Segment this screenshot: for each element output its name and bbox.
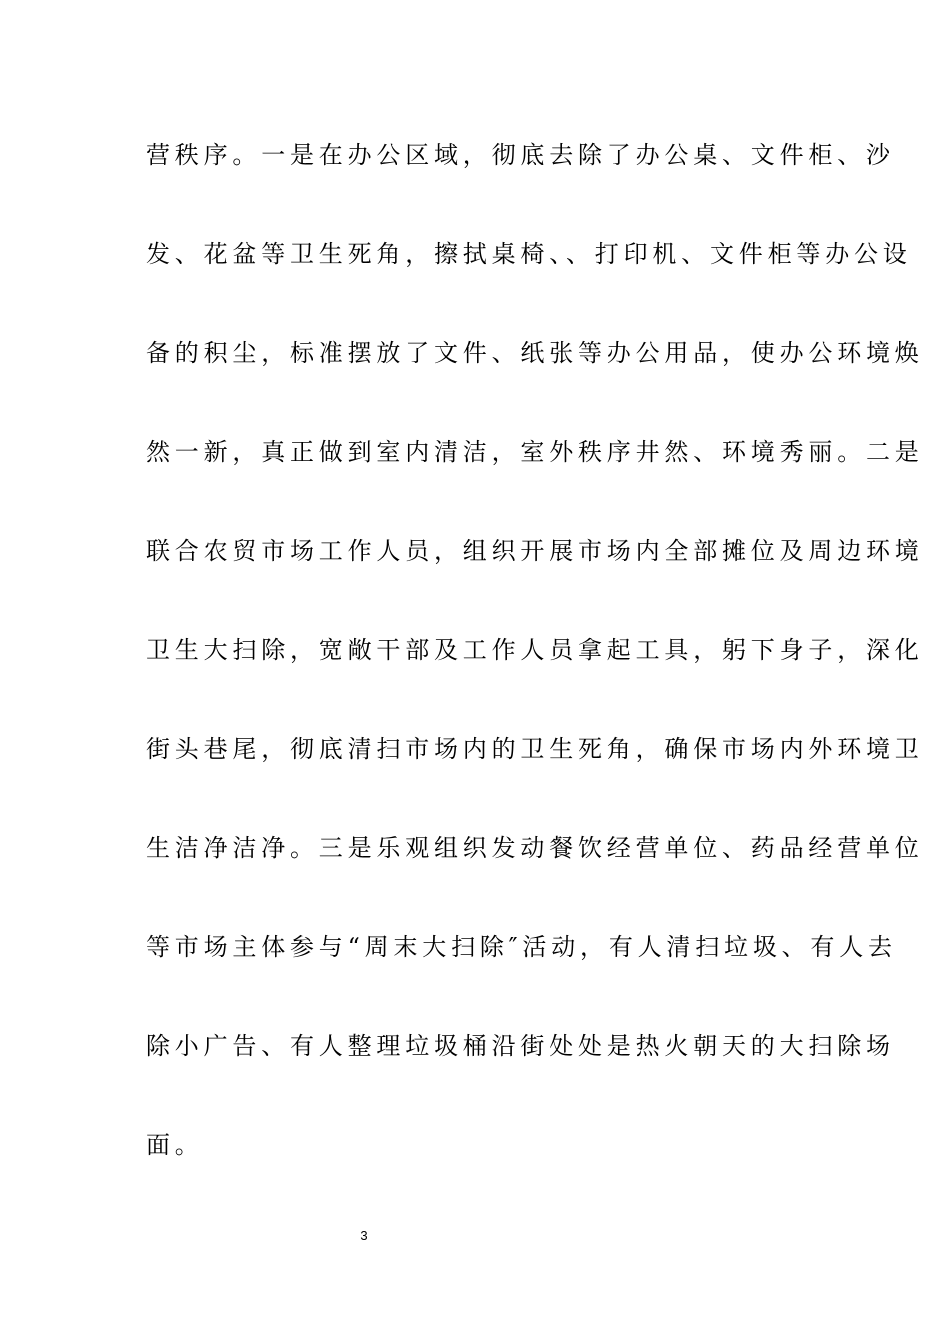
page-number: 3 <box>360 1228 368 1243</box>
body-paragraph <box>146 133 924 1222</box>
text-line: 除小广告、有人整理垃圾桶沿街处处是热火朝天的大扫除场 <box>146 1032 895 1060</box>
text-line: 营秩序。一是在办公区域，彻底去除了办公桌、文件柜、沙 <box>146 141 895 169</box>
text-line: 等市场主体参与“周末大扫除″活动，有人清扫垃圾、有人去 <box>146 933 897 961</box>
text-line: 卫生大扫除，宽敞干部及工作人员拿起工具，躬下身子，深化 <box>146 636 924 664</box>
text-line: 面。 <box>146 1131 204 1159</box>
text-line: 发、花盆等卫生死角，擦拭桌椅、、打印机、文件柜等办公设 <box>146 240 912 268</box>
text-line: 然一新，真正做到室内清洁，室外秩序井然、环境秀丽。二是 <box>146 438 924 466</box>
text-line: 备的积尘，标准摆放了文件、纸张等办公用品，使办公环境焕 <box>146 339 924 367</box>
text-line: 生洁净洁净。三是乐观组织发动餐饮经营单位、药品经营单位 <box>146 834 924 862</box>
text-line: 街头巷尾，彻底清扫市场内的卫生死角，确保市场内外环境卫 <box>146 735 924 763</box>
text-line: 联合农贸市场工作人员，组织开展市场内全部摊位及周边环境 <box>146 537 924 565</box>
